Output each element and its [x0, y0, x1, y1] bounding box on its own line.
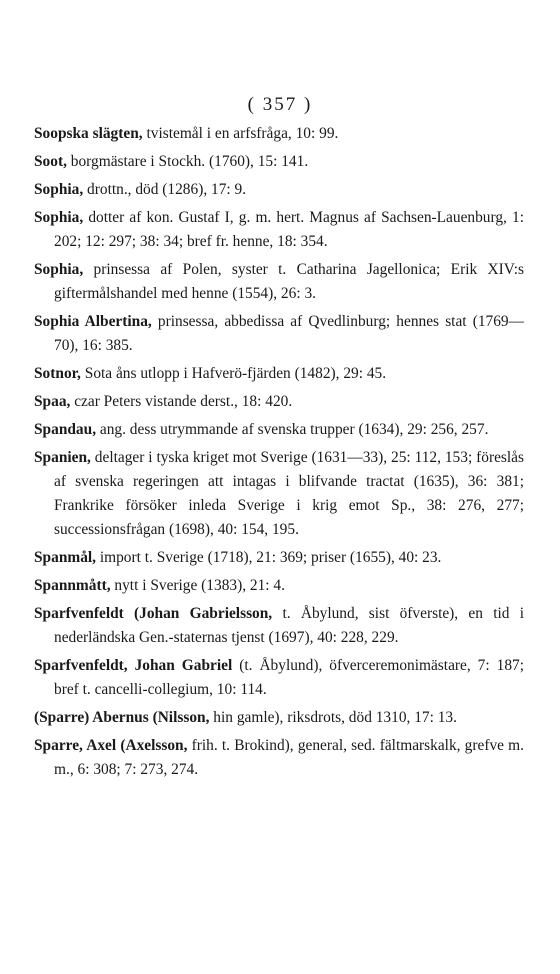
entry-text: czar Peters vistande derst., 18: 420. — [70, 393, 293, 410]
entry-text: t. Åbylund, sist öfverste), en tid i nederländska Gen.-staternas tjenst (1697), 40: 228, 229. — [54, 605, 524, 646]
entry-text: (t. Åbylund), öfverceremonimästare, 7: 187; bref t. cancelli-collegium, 10: 114. — [54, 657, 524, 698]
entry-text: deltager i tyska kriget mot Sverige (1631—33), 25: 112, 153; föreslås af svenska regeringen att intagas i blifvande tractat (1635), 36: 381; Frankrike försöker inleda Sverige i krig emot Sp., 38: 276, 277; successionsfrågan (1698), 40: 154, 195. — [54, 449, 524, 538]
entry-heading: Sotnor, — [34, 365, 81, 382]
entry-heading: Spanien, — [34, 449, 91, 466]
entry-heading: (Sparre) Abernus (Nilsson, — [34, 709, 210, 726]
entry-heading: Soot, — [34, 153, 67, 170]
index-entry — [34, 150, 524, 174]
entry-heading: Sophia, — [34, 181, 84, 198]
entry-heading: Sophia, — [34, 209, 84, 226]
entry-heading: Spanmål, — [34, 549, 97, 566]
index-entry — [34, 206, 524, 254]
index-entry — [34, 418, 524, 442]
page-number: ( 357 ) — [247, 94, 313, 115]
entry-heading: Sparre, Axel (Axelsson, — [34, 737, 188, 754]
entry-heading: Sparfvenfeldt, Johan Gabriel — [34, 657, 233, 674]
index-entry — [34, 390, 524, 414]
index-entries — [34, 122, 524, 786]
entry-text: prinsessa, abbedissa af Qvedlinburg; hennes stat (1769—70), 16: 385. — [54, 313, 524, 354]
entry-text: import t. Sverige (1718), 21: 369; priser (1655), 40: 23. — [96, 549, 442, 566]
entry-text: borgmästare i Stockh. (1760), 15: 141. — [66, 153, 309, 170]
entry-heading: Spandau, — [34, 421, 97, 438]
index-entry — [34, 446, 524, 542]
entry-text: ang. dess utrymmande af svenska trupper (1634), 29: 256, 257. — [96, 421, 489, 438]
entry-text: Sota åns utlopp i Hafverö-fjärden (1482), 29: 45. — [80, 365, 387, 382]
entry-text: tvistemål i en arfsfråga, 10: 99. — [142, 125, 339, 142]
index-entry — [34, 574, 524, 598]
entry-text: nytt i Sverige (1383), 21: 4. — [110, 577, 285, 594]
entry-text: hin gamle), riksdrots, död 1310, 17: 13. — [209, 709, 457, 726]
entry-heading: Sophia, — [34, 261, 84, 278]
entry-text: drottn., död (1286), 17: 9. — [83, 181, 247, 198]
index-entry — [34, 310, 524, 358]
entry-heading: Soopska slägten, — [34, 125, 143, 142]
index-entry — [34, 654, 524, 702]
index-entry — [34, 258, 524, 306]
index-entry — [34, 362, 524, 386]
entry-text: prinsessa af Polen, syster t. Catharina Jagellonica; Erik XIV:s giftermålshandel med henne (1554), 26: 3. — [54, 261, 524, 302]
index-entry — [34, 706, 524, 730]
index-entry — [34, 734, 524, 782]
entry-heading: Sophia Albertina, — [34, 313, 152, 330]
entry-heading: Sparfvenfeldt (Johan Gabrielsson, — [34, 605, 273, 622]
entry-text: frih. t. Brokind), general, sed. fältmarskalk, grefve m. m., 6: 308; 7: 273, 274. — [54, 737, 524, 778]
index-entry — [34, 546, 524, 570]
index-entry — [34, 602, 524, 650]
entry-heading: Spaa, — [34, 393, 71, 410]
index-entry — [34, 178, 524, 202]
entry-text: dotter af kon. Gustaf I, g. m. hert. Magnus af Sachsen-Lauenburg, 1: 202; 12: 297; 38: 34; bref fr. henne, 18: 354. — [54, 209, 524, 250]
index-entry — [34, 122, 524, 146]
entry-heading: Spannmått, — [34, 577, 111, 594]
